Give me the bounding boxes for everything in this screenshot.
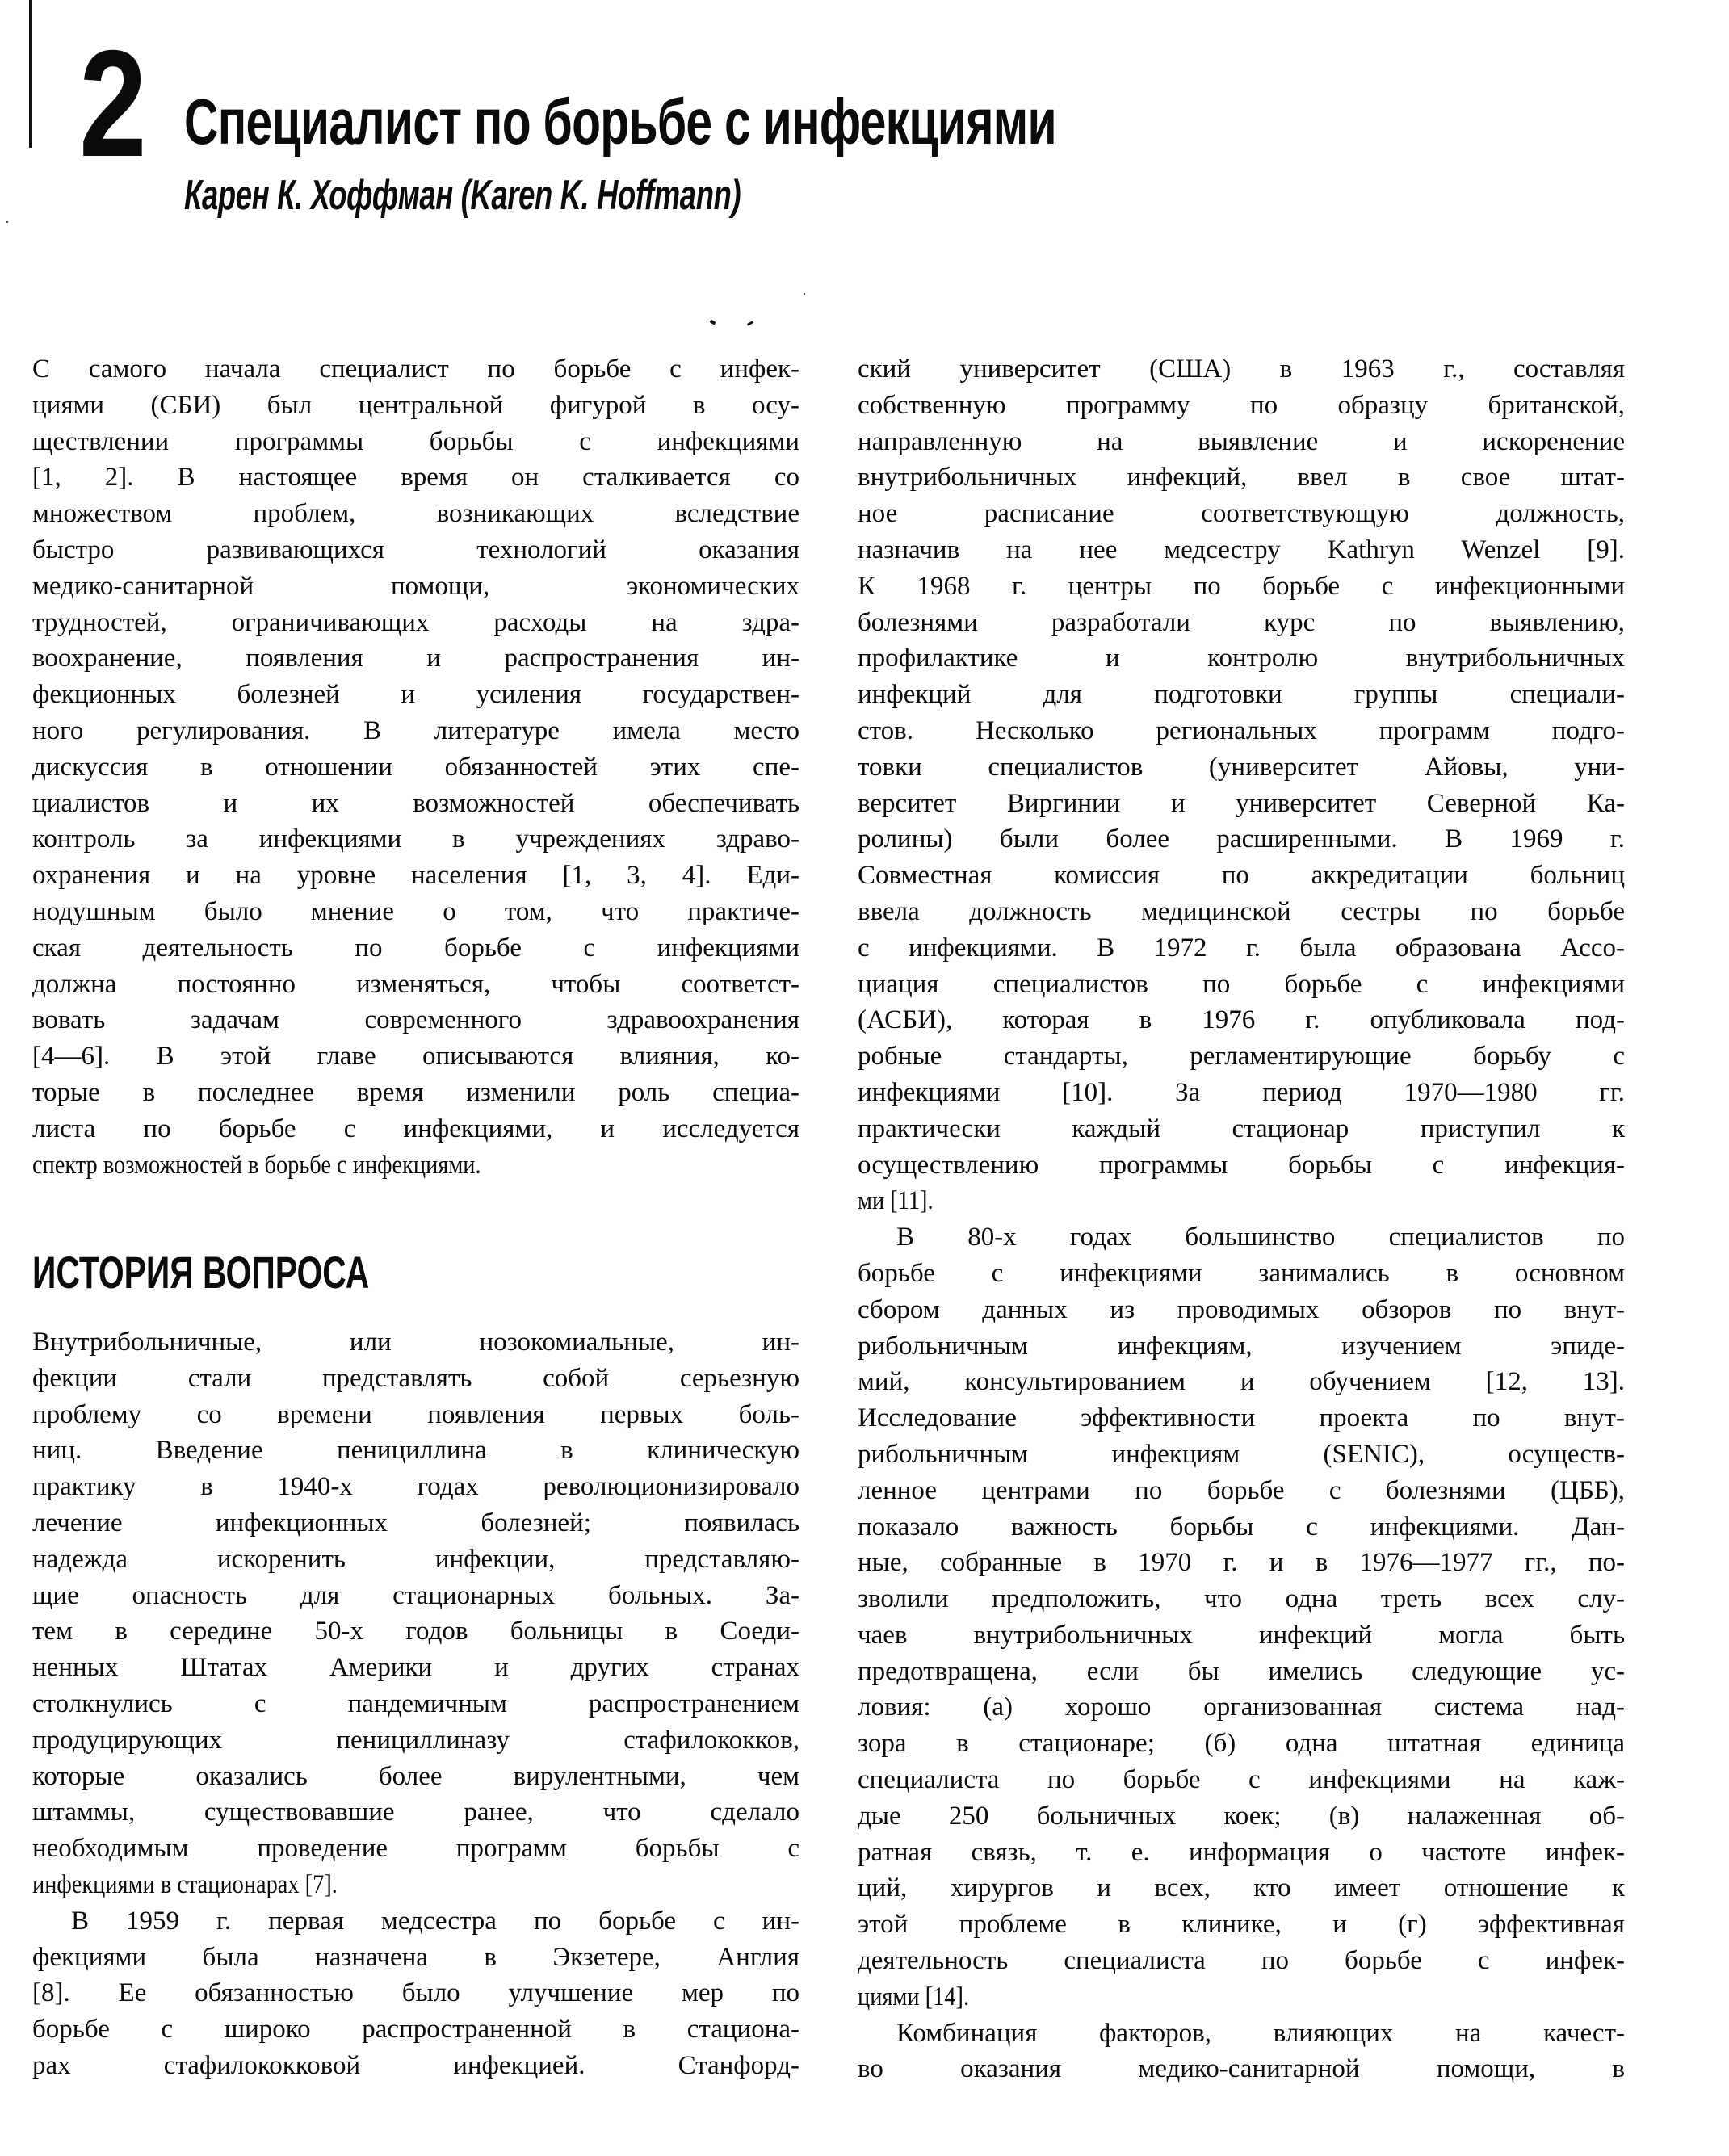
text-line: инфекциями [10]. За период 1970—1980 гг. bbox=[858, 1077, 1625, 1107]
text-line: ществлении программы борьбы с инфекциями bbox=[32, 426, 799, 456]
text-line: [4—6]. В этой главе описываются влияния, ко- bbox=[32, 1042, 799, 1072]
text-line: Комбинация факторов, влияющих на качест- bbox=[896, 2018, 1625, 2048]
text-line: быстро развивающихся технологий оказания bbox=[32, 535, 799, 564]
text-line: фекционных болезней и усиления государствен- bbox=[32, 680, 799, 710]
text-line: проблему со времени появления первых боль- bbox=[32, 1399, 799, 1429]
text-line: К 1968 г. центры по борьбе с инфекционными bbox=[858, 571, 1625, 601]
text-line: направленную на выявление и искоренение bbox=[858, 426, 1625, 456]
text-line: ввела должность медицинской сестры по борьбе bbox=[858, 896, 1625, 926]
text-line: показало важность борьбы с инфекциями. Дан- bbox=[858, 1512, 1625, 1541]
text-line: которые оказались более вирулентными, чем bbox=[32, 1761, 799, 1791]
text-line: ская деятельность по борьбе с инфекциями bbox=[32, 933, 799, 963]
text-line: тем в середине 50-х годов больницы в Соеди- bbox=[32, 1617, 799, 1646]
text-line: вовать задачам современного здравоохранения bbox=[32, 1005, 799, 1035]
intro-paragraph bbox=[32, 351, 799, 1183]
text-line: медико-санитарной помощи, экономических bbox=[32, 571, 799, 601]
text-line: циями (СБИ) был центральной фигурой в осу- bbox=[32, 390, 799, 420]
text-line: болезнями разработали курс по выявлению, bbox=[858, 607, 1625, 637]
paragraph-continued bbox=[858, 351, 1625, 1219]
text-line: ниц. Введение пенициллина в клиническую bbox=[32, 1436, 799, 1466]
text-line: товки специалистов (университет Айовы, уни- bbox=[858, 752, 1625, 782]
text-line: ский университет (США) в 1963 г., составляя bbox=[858, 354, 1625, 384]
text-line: ми [11]. bbox=[858, 1186, 934, 1216]
scan-speck bbox=[6, 221, 8, 223]
paragraph-combination bbox=[858, 2015, 1625, 2088]
text-line: Исследование эффективности проекта по внут- bbox=[858, 1403, 1625, 1433]
text-line: ненных Штатах Америки и других странах bbox=[32, 1653, 799, 1683]
text-line: рах стафилококковой инфекцией. Станфорд- bbox=[32, 2050, 799, 2080]
chapter-title: Специалист по борьбе с инфекциями bbox=[184, 86, 1056, 157]
text-line: назначив на нее медсестру Kathryn Wenzel [9]. bbox=[858, 535, 1625, 564]
text-line: дискуссия в отношении обязанностей этих спе- bbox=[32, 752, 799, 782]
text-line: В 1959 г. первая медсестра по борьбе с ин- bbox=[71, 1906, 799, 1936]
text-line: чаев внутрибольничных инфекций могла быть bbox=[858, 1620, 1625, 1650]
text-line: стов. Несколько региональных программ подго- bbox=[858, 715, 1625, 745]
text-line: (АСБИ), которая в 1976 г. опубликовала под- bbox=[858, 1005, 1625, 1035]
scan-speck bbox=[804, 293, 805, 295]
text-line: должна постоянно изменяться, чтобы соответст- bbox=[32, 969, 799, 999]
text-line: ролины) были более расширенными. В 1969 г. bbox=[858, 824, 1625, 854]
text-line: специалиста по борьбе с инфекциями на каж- bbox=[858, 1765, 1625, 1795]
right-column bbox=[858, 351, 1625, 2087]
text-line: рибольничным инфекциям (SENIC), осуществ- bbox=[858, 1439, 1625, 1469]
text-line: предотвращена, если бы имелись следующие ус- bbox=[858, 1656, 1625, 1686]
text-line: надежда искоренить инфекции, представляю- bbox=[32, 1544, 799, 1574]
text-line: фекции стали представлять собой серьезную bbox=[32, 1363, 799, 1393]
text-line: борьбе с широко распространенной в стациона- bbox=[32, 2015, 799, 2045]
text-line: дые 250 больничных коек; (в) налаженная об- bbox=[858, 1801, 1625, 1831]
text-line: [8]. Ее обязанностью было улучшение мер по bbox=[32, 1978, 799, 2008]
text-line: ций, хирургов и всех, кто имеет отношение к bbox=[858, 1873, 1625, 1903]
text-line: спектр возможностей в борьбе с инфекциями. bbox=[32, 1150, 481, 1180]
text-line: щие опасность для стационарных больных. За- bbox=[32, 1580, 799, 1610]
text-line: сбором данных из проводимых обзоров по внут- bbox=[858, 1294, 1625, 1324]
text-line: этой проблеме в клинике, и (г) эффективная bbox=[858, 1910, 1625, 1940]
text-line: борьбе с инфекциями занимались в основном bbox=[858, 1258, 1625, 1288]
text-line: трудностей, ограничивающих расходы на здра- bbox=[32, 607, 799, 637]
text-line: Совместная комиссия по аккредитации больниц bbox=[858, 861, 1625, 891]
text-line: внутрибольничных инфекций, ввел в свое штат- bbox=[858, 463, 1625, 493]
text-line: нодушным было мнение о том, что практиче- bbox=[32, 896, 799, 926]
text-line: ного регулирования. В литературе имела место bbox=[32, 715, 799, 745]
text-line: собственную программу по образцу британской, bbox=[858, 390, 1625, 420]
text-line: ное расписание соответствующую должность, bbox=[858, 499, 1625, 529]
text-line: торые в последнее время изменили роль специа- bbox=[32, 1077, 799, 1107]
section-heading: ИСТОРИЯ ВОПРОСА bbox=[32, 1247, 370, 1298]
margin-rule bbox=[29, 0, 32, 148]
text-line: циями [14]. bbox=[858, 1982, 970, 2011]
text-line: практику в 1940-х годах революционизировало bbox=[32, 1472, 799, 1502]
text-line: В 80-х годах большинство специалистов по bbox=[896, 1223, 1625, 1252]
chapter-number: 2 bbox=[79, 19, 146, 188]
text-line: осуществлению программы борьбы с инфекция- bbox=[858, 1150, 1625, 1180]
text-line: практически каждый стационар приступил к bbox=[858, 1114, 1625, 1143]
text-line: зора в стационаре; (б) одна штатная единица bbox=[858, 1729, 1625, 1759]
history-paragraph-2 bbox=[32, 1903, 799, 2084]
text-line: фекциями была назначена в Экзетере, Англия bbox=[32, 1942, 799, 1972]
paragraph-80s bbox=[858, 1219, 1625, 2015]
text-line: множеством проблем, возникающих вследствие bbox=[32, 499, 799, 529]
text-line: столкнулись с пандемичным распространением bbox=[32, 1688, 799, 1718]
text-line: лечение инфекционных болезней; появилась bbox=[32, 1508, 799, 1537]
text-line: штаммы, существовавшие ранее, что сделало bbox=[32, 1797, 799, 1827]
text-line: воохранение, появления и распространения ин- bbox=[32, 644, 799, 673]
text-line: С самого начала специалист по борьбе с инфек- bbox=[32, 354, 799, 384]
text-line: ные, собранные в 1970 г. и в 1976—1977 гг., по- bbox=[858, 1548, 1625, 1578]
left-column-intro bbox=[32, 351, 799, 1183]
text-line: контроль за инфекциями в учреждениях здраво- bbox=[32, 824, 799, 854]
text-line: циалистов и их возможностей обеспечивать bbox=[32, 788, 799, 818]
history-paragraph-1 bbox=[32, 1324, 799, 1903]
text-line: зволили предположить, что одна треть всех слу- bbox=[858, 1584, 1625, 1614]
text-line: охранения и на уровне населения [1, 3, 4]. Еди- bbox=[32, 861, 799, 891]
text-line: рибольничным инфекциям, изучением эпиде- bbox=[858, 1331, 1625, 1361]
text-line: листа по борьбе с инфекциями, и исследуется bbox=[32, 1114, 799, 1143]
text-line: инфекций для подготовки группы специали- bbox=[858, 680, 1625, 710]
text-line: ленное центрами по борьбе с болезнями (ЦББ), bbox=[858, 1475, 1625, 1505]
text-line: циация специалистов по борьбе с инфекциями bbox=[858, 969, 1625, 999]
text-line: инфекциями в стационарах [7]. bbox=[32, 1869, 338, 1899]
text-line: во оказания медико-санитарной помощи, в bbox=[858, 2054, 1625, 2084]
text-line: мий, консультированием и обучением [12, 13]. bbox=[858, 1367, 1625, 1397]
text-line: необходимым проведение программ борьбы с bbox=[32, 1834, 799, 1864]
text-line: продуцирующих пенициллиназу стафилококков, bbox=[32, 1725, 799, 1755]
left-column-history bbox=[32, 1324, 799, 2084]
text-line: ратная связь, т. е. информация о частоте инфек- bbox=[858, 1837, 1625, 1867]
text-line: робные стандарты, регламентирующие борьбу с bbox=[858, 1042, 1625, 1072]
scan-speck bbox=[747, 321, 753, 326]
text-line: верситет Виргинии и университет Северной Ка- bbox=[858, 788, 1625, 818]
text-line: Внутрибольничные, или нозокомиальные, ин- bbox=[32, 1328, 799, 1357]
text-line: профилактике и контролю внутрибольничных bbox=[858, 644, 1625, 673]
text-line: деятельность специалиста по борьбе с инфек- bbox=[858, 1946, 1625, 1976]
chapter-author: Карен К. Хоффман (Karen K. Hoffmann) bbox=[184, 172, 741, 219]
text-line: [1, 2]. В настоящее время он сталкивается со bbox=[32, 463, 799, 493]
text-line: ловия: (а) хорошо организованная система над- bbox=[858, 1693, 1625, 1722]
text-line: с инфекциями. В 1972 г. была образована Ассо- bbox=[858, 933, 1625, 963]
scan-speck bbox=[709, 320, 716, 325]
